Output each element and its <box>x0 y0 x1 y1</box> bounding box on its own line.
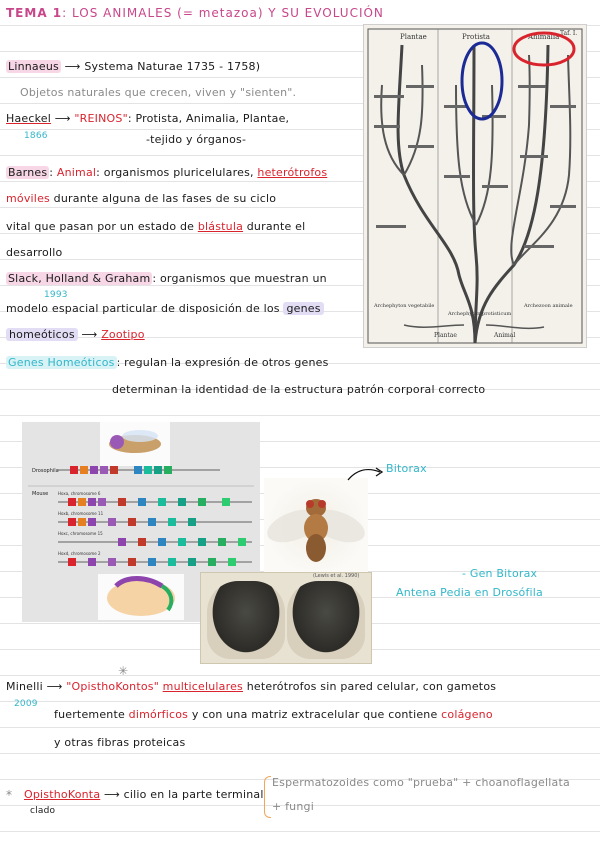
tree-bottom-left: Archephyton vegetabile <box>374 303 435 309</box>
tree-label-animalia: Animalia <box>528 33 560 41</box>
genes-homeoticos-line2: determinan la identidad de la estructura patrón corporal correcto <box>112 383 486 396</box>
drosophila-label: Drosophila <box>32 468 59 474</box>
tree-root-right: Animal <box>494 332 516 339</box>
fly-photo <box>264 478 368 576</box>
fly-face-normal <box>207 581 285 659</box>
antena-pedia-note: Antena Pedia en Drosófila <box>396 586 543 599</box>
hox-gene-figure <box>20 420 372 664</box>
opisthokonta-note1: Espermatozoides como "prueba" + choanoflagellata <box>272 776 570 789</box>
barnes-line4: desarrollo <box>6 246 63 259</box>
hox-row-label-a: Hoxa, chromosome 6 <box>58 491 101 496</box>
barnes-line2: móviles durante alguna de las fases de su ciclo <box>6 192 277 205</box>
haeckel-year: 1866 <box>24 131 48 141</box>
clado-label: clado <box>30 806 56 816</box>
minelli-line3: y otras fibras proteicas <box>54 736 186 749</box>
haeckel-tree-image <box>363 24 587 348</box>
tree-root-left: Plantae <box>434 332 457 339</box>
star-icon: * <box>6 788 12 802</box>
fly-faces-photo <box>200 572 372 664</box>
barnes-line1: Barnes : Animal: organismos pluricelulares, heterótrofos <box>8 166 328 179</box>
genes-homeoticos-line1: Genes Homeóticos : regulan la expresión de otros genes <box>8 356 329 369</box>
slack-year: 1993 <box>44 290 68 300</box>
minelli-line1: Minelli ⟶ "OpisthoKontos" multicelulares heterótrofos sin pared celular, con gametos <box>6 680 497 693</box>
opisthokonta-line: OpisthoKonta ⟶ cilio en la parte terminal <box>24 788 264 801</box>
hox-row-label-b: Hoxb, chromosome 11 <box>58 511 104 516</box>
tree-label-plantae: Plantae <box>400 33 427 41</box>
figure-caption: (Lewis et al. 1990) <box>313 573 360 579</box>
slack-line1: Slack, Holland & Graham : organismos que muestran un <box>8 272 327 285</box>
page-title: TEMA 1: LOS ANIMALES (= metazoa) Y SU EVOLUCIÓN <box>6 6 384 20</box>
linnaeus-subtext: Objetos naturales que crecen, viven y "sienten". <box>20 86 297 99</box>
linnaeus-line: Linnaeus ⟶ Systema Naturae 1735 - 1758) <box>8 60 261 73</box>
barnes-line3: vital que pasan por un estado de blástula durante el <box>6 220 306 233</box>
blue-circle-annotation <box>462 43 502 119</box>
bitorax-arrow-icon <box>346 464 386 484</box>
haeckel-line2: -tejido y órganos- <box>146 133 247 146</box>
tree-tab-label: Taf. I. <box>560 30 578 37</box>
minelli-year: 2009 <box>14 699 38 709</box>
minelli-line2: fuertemente dimórficos y con una matriz extracelular que contiene colágeno <box>54 708 493 721</box>
curly-bracket <box>264 776 271 818</box>
tree-label-protista: Protista <box>462 33 490 41</box>
gen-bitorax-note: - Gen Bitorax <box>462 567 538 580</box>
tree-drawing <box>364 25 586 347</box>
tree-bottom-mid: Archephyton protisticum <box>448 311 512 317</box>
slack-line3: homeóticos ⟶ Zootipo <box>6 328 145 341</box>
opisthokonta-note2: + fungi <box>272 800 314 813</box>
fly-face-antennapedia <box>287 581 365 659</box>
slack-line2: modelo espacial particular de disposición de los genes <box>6 302 324 315</box>
hox-row-label-d: Hoxd, chromosome 2 <box>58 551 101 556</box>
haeckel-line: Haeckel ⟶ "REINOS": Protista, Animalia, Plantae, <box>6 112 290 125</box>
bitorax-label: Bitorax <box>386 462 427 475</box>
mouse-label: Mouse <box>32 491 49 497</box>
hox-row-label-c: Hoxc, chromosome 15 <box>58 531 103 536</box>
tree-bottom-right: Archezoon animale <box>524 303 573 309</box>
asterisk-icon: ✳ <box>118 664 129 678</box>
